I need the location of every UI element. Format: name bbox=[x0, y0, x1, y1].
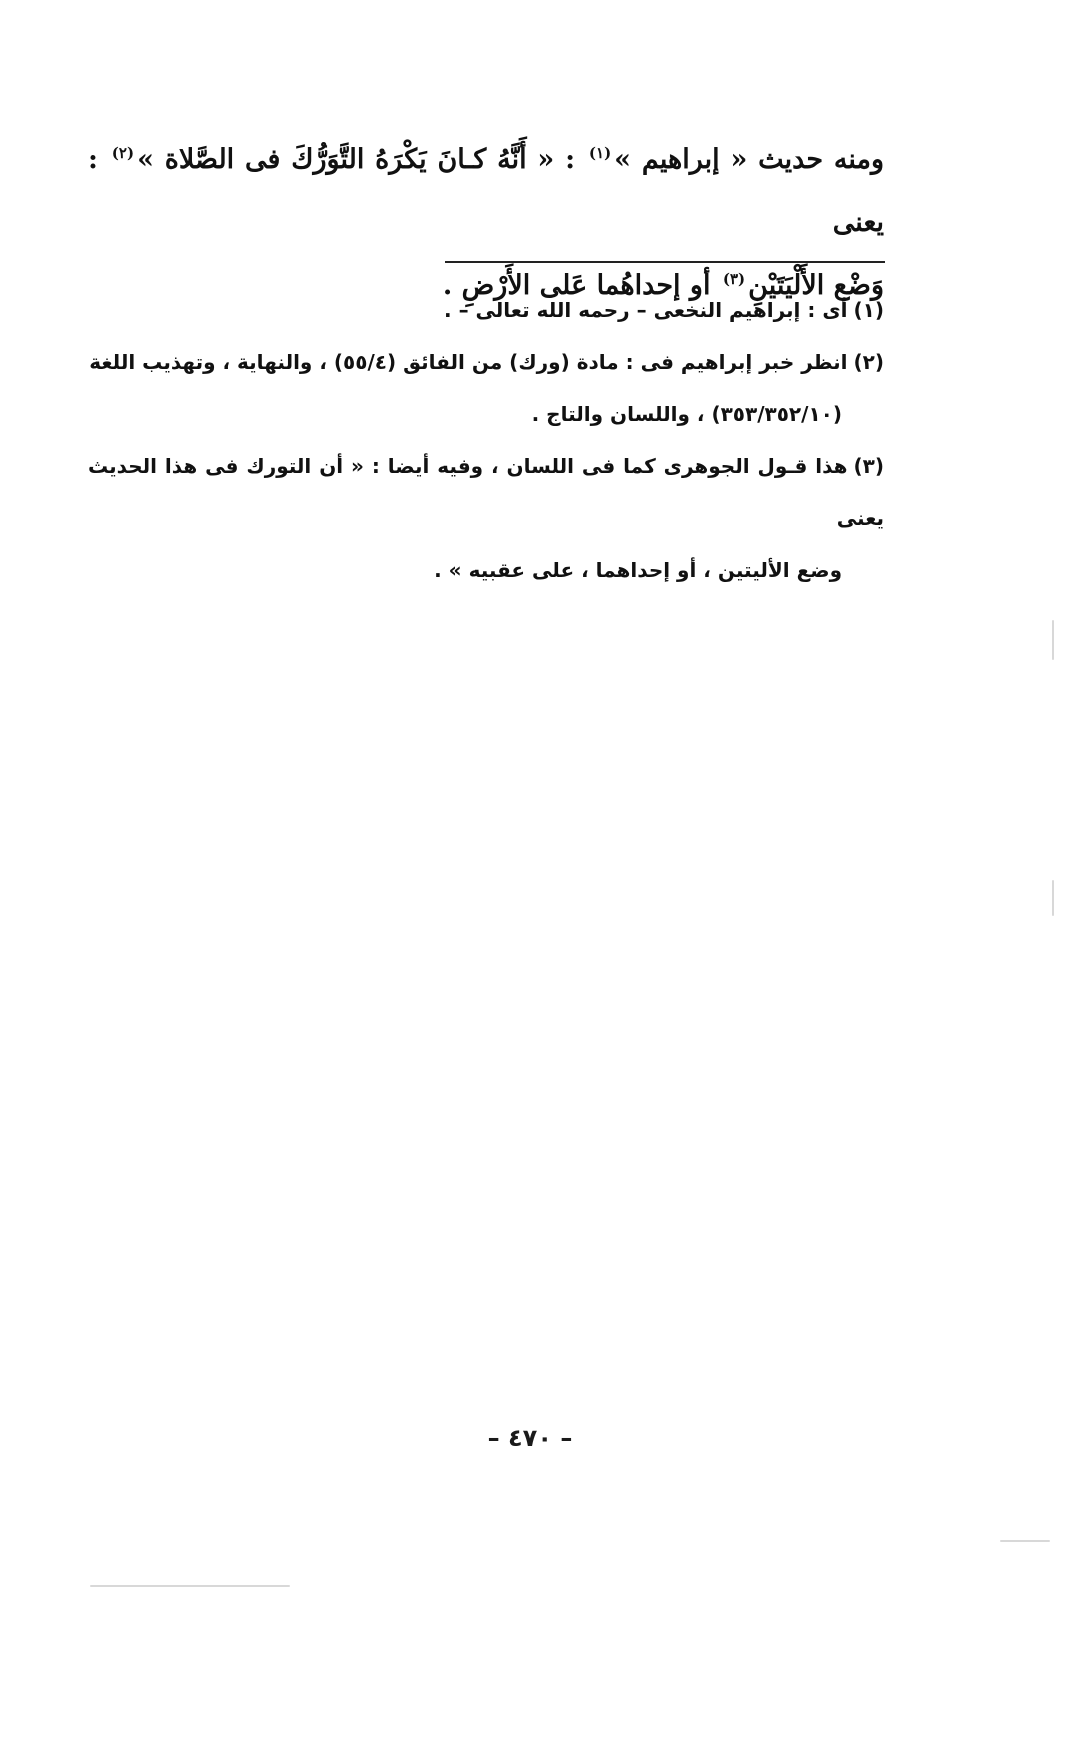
footnote-number: (٣) bbox=[853, 454, 884, 478]
main-text-line-1-end: : يعنى bbox=[88, 144, 884, 238]
footnote-1 bbox=[88, 284, 884, 336]
scan-speck bbox=[1000, 1540, 1050, 1542]
scan-speck bbox=[1052, 880, 1054, 916]
main-text-line-1 bbox=[88, 128, 884, 254]
footnote-text: أى : إبراهيم النخعى – رحمه الله تعالى – . bbox=[444, 298, 848, 322]
footnote-continuation: وضع الأليتين ، أو إحداهما ، على عقبيه » . bbox=[434, 558, 842, 582]
main-text-line-2-end: أو إحداهُما عَلى الأَرْضِ . bbox=[442, 270, 720, 301]
footnotes bbox=[88, 284, 884, 596]
scan-speck bbox=[90, 1585, 290, 1587]
footnote-ref-1[interactable]: (١) bbox=[588, 144, 612, 162]
footnote-2 bbox=[88, 336, 884, 440]
footnote-text: انظر خبر إبراهيم فى : مادة (ورك) من الفائق (٥٥/٤) ، والنهاية ، وتهذيب اللغة bbox=[89, 350, 848, 374]
hadith-quote: : « أَنَّهُ كـانَ يَكْرَهُ التَّوَرُّكَ فى الصَّلاة » bbox=[137, 144, 586, 175]
page-number: – ٤٧٠ – bbox=[487, 1424, 573, 1452]
footnote-3 bbox=[88, 440, 884, 596]
footnote-ref-2[interactable]: (٢) bbox=[111, 144, 135, 162]
main-text-intro: ومنه حديث « إبراهيم » bbox=[614, 144, 884, 175]
footnote-text: هذا قـول الجوهرى كما فى اللسان ، وفيه أيضا : « أن التورك فى هذا الحديث يعنى bbox=[88, 454, 884, 530]
footnote-number: (١) bbox=[853, 298, 884, 322]
footnote-number: (٢) bbox=[853, 350, 884, 374]
scan-speck bbox=[1052, 620, 1054, 660]
footnote-separator bbox=[445, 261, 885, 263]
main-text-phrase: وَضْع الأَلْيَتَيْنِ bbox=[748, 270, 884, 301]
footnote-continuation: (٣٥٣/٣٥٢/١٠) ، واللسان والتاج . bbox=[531, 402, 842, 426]
footnote-ref-3[interactable]: (٣) bbox=[722, 270, 746, 288]
